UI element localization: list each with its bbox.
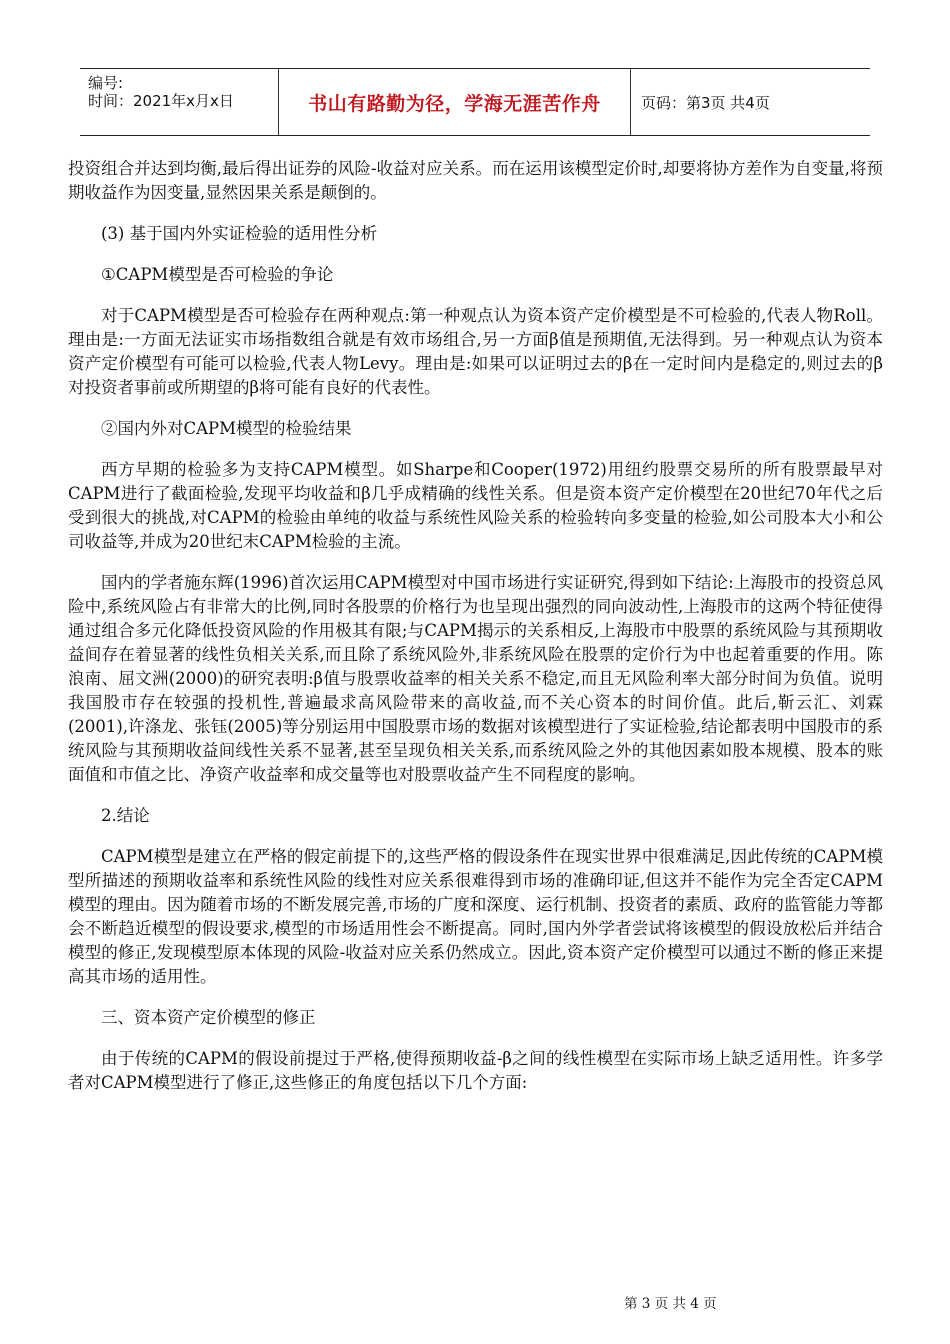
header-motto-cell	[279, 69, 631, 135]
subheading-testability-debate: ①CAPM模型是否可检验的争论	[101, 265, 334, 284]
paragraph-conclusion: CAPM模型是建立在严格的假定前提下的,这些严格的假设条件在现实世界中很难满足,因此传统的CAPM模型所描述的预期收益率和系统性风险的线性对应关系很难得到市场的准确印证,但这并不能作为完全否定CAPM模型的理由。因为随着市场的不断发展完善,市场的广度和深度、运行机制、投资者的素质、政府的监管能力等都会不断趋近模型的假设要求,模型的市场适用性会不断提高。同时,国内外学者尝试将该模型的假设放松后并结合模型的修正,发现模型原本体现的风险-收益对应关系仍然成立。因此,资本资产定价模型可以通过不断的修正来提高其市场的适用性。	[68, 847, 883, 986]
section-heading-model-revision: 三、资本资产定价模型的修正	[101, 1008, 316, 1027]
subheading-test-results: ②国内外对CAPM模型的检验结果	[101, 419, 352, 438]
paragraph-domestic-tests: 国内的学者施东辉(1996)首次运用CAPM模型对中国市场进行实证研究,得到如下结论:上海股市的投资总风险中,系统风险占有非常大的比例,同时各股票的价格行为也呈现出强烈的同向波动性,上海股市的这两个特征使得通过组合多元化降低投资风险的作用极其有限;与CAPM揭示的关系相反,上海股市中股票的系统风险与其预期收益间存在着显著的线性负相关关系,而且除了系统风险外,非系统风险在股票的定价行为中也起着重要的作用。陈浪南、屈文洲(2000)的研究表明:β值与股票收益率的相关关系不稳定,而且无风险利率大部分时间为负值。说明我国股市存在较强的投机性,普遍最求高风险带来的高收益,而不关心资本的时间价值。此后,靳云汇、刘霖(2001),许涤龙、张钰(2005)等分别运用中国股票市场的数据对该模型进行了实证检验,结论都表明中国股市的系统风险与其预期收益间线性关系不显著,甚至呈现负相关关系,而系统风险之外的其他因素如股本规模、股本的账面值和市值之比、净资产收益率和成交量等也对股票收益产生不同程度的影响。	[68, 573, 883, 784]
header-motto: 书山有路勤为径，学海无涯苦作舟	[308, 92, 601, 115]
page-footer-number: 第 3 页 共 4 页	[624, 1296, 717, 1312]
header-left-cell	[80, 69, 279, 135]
paragraph-testability: 对于CAPM模型是否可检验存在两种观点:第一种观点认为资本资产定价模型是不可检验的,代表人物Roll。理由是:一方面无法证实市场指数组合就是有效市场组合,另一方面β值是预期值,无法得到。另一种观点认为资本资产定价模型有可能可以检验,代表人物Levy。理由是:如果可以证明过去的β在一定时间内是稳定的,则过去的β对投资者事前或所期望的β将可能有良好的代表性。	[68, 306, 883, 397]
paragraph-western-tests: 西方早期的检验多为支持CAPM模型。如Sharpe和Cooper(1972)用纽约股票交易所的所有股票最早对CAPM进行了截面检验,发现平均收益和β几乎成精确的线性关系。但是资本资产定价模型在20世纪70年代之后受到很大的挑战,对CAPM的检验由单纯的收益与系统性风险关系的检验转向多变量的检验,如公司股本大小和公司收益等,并成为20世纪末CAPM检验的主流。	[68, 460, 883, 551]
paragraph-continuation: 投资组合并达到均衡,最后得出证券的风险-收益对应关系。而在运用该模型定价时,却要将协方差作为自变量,将预期收益作为因变量,显然因果关系是颠倒的。	[68, 159, 883, 202]
document-number-label: 编号:	[88, 74, 124, 92]
document-body	[68, 157, 883, 1112]
paragraph-revision-intro: 由于传统的CAPM的假设前提过于严格,使得预期收益-β之间的线性模型在实际市场上缺乏适用性。许多学者对CAPM模型进行了修正,这些修正的角度包括以下几个方面:	[68, 1049, 883, 1092]
document-date-label: 时间：2021年x月x日	[88, 92, 234, 110]
header-page-number: 页码：第3页 共4页	[641, 93, 770, 112]
page-header	[80, 68, 870, 136]
section-heading-applicability: (3) 基于国内外实证检验的适用性分析	[101, 224, 378, 243]
section-heading-conclusion: 2.结论	[101, 806, 150, 825]
header-page-cell	[631, 69, 870, 135]
